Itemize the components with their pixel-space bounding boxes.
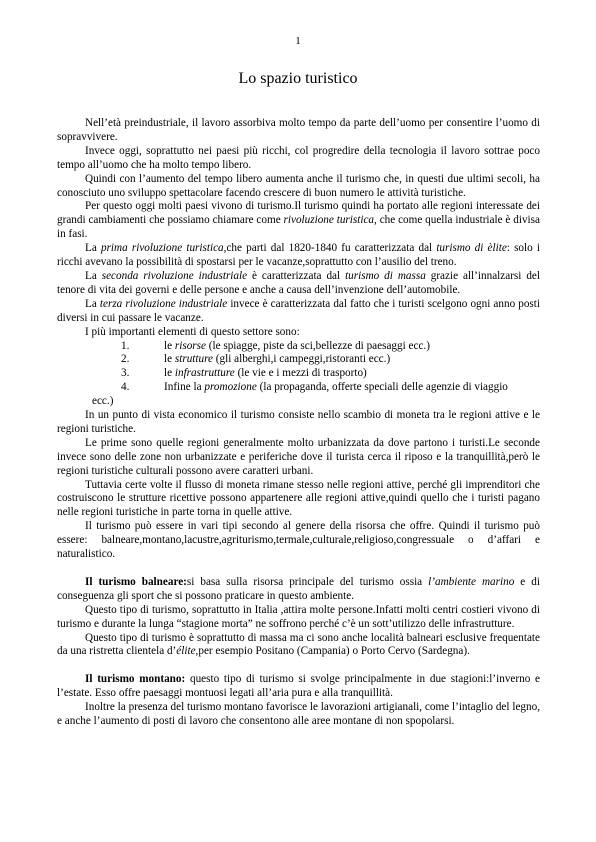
paragraph: La terza rivoluzione industriale invece è caratterizzata dal fatto che i turisti scelgono ogni anno posti diversi in cui passare le vacanze. [57, 297, 540, 324]
paragraph: Questo tipo di turismo è soprattutto di massa ma ci sono anche località balneari esclusive frequentate da una ristretta clientela d’élite,per esempio Positano (Campania) o Porto Cervo (Sardegna). [57, 631, 540, 658]
paragraph: La seconda rivoluzione industriale è caratterizzata dal turismo di massa grazie all’innalzarsi del tenore di vita dei governi e delle persone e anche a causa dell’invenzione dell’automobile. [57, 269, 540, 296]
document-body [57, 117, 540, 729]
section-paragraph: Il turismo balneare:si basa sulla risorsa principale del turismo ossia l’ambiente marino e di conseguenza gli sport che si possono praticare in questo ambiente. [57, 575, 540, 602]
page-number: 1 [295, 35, 301, 47]
list-item-continuation: ecc.) [92, 395, 114, 408]
list-item: 4. Infine la promozione (la propaganda, offerte speciali delle agenzie di viaggio [121, 381, 508, 394]
section-heading: Il turismo montano: [85, 673, 186, 686]
paragraph: I più importanti elementi di questo settore sono: [85, 325, 300, 338]
section-paragraph: Il turismo montano: questo tipo di turismo si svolge principalmente in due stagioni:l’inverno e l’estate. Esso offre paesaggi montuosi legati all’aria pura e alla tranquillità. [57, 673, 540, 700]
section-heading: Il turismo balneare: [85, 575, 187, 588]
paragraph: In un punto di vista economico il turismo consiste nello scambio di moneta tra le regioni attive e le regioni turistiche. [57, 409, 540, 435]
document-title: Lo spazio turistico [238, 70, 358, 87]
paragraph: Nell’età preindustriale, il lavoro assorbiva molto tempo da parte dell’uomo per consentire l’uomo di sopravvivere. [57, 117, 540, 143]
paragraph: La prima rivoluzione turistica,che parti dal 1820-1840 fu caratterizzata dal turismo di èlite: solo i ricchi avevano la possibilità di spostarsi per le vacanze,soprattutto con l’ausilio del treno. [57, 242, 540, 269]
paragraph: Inoltre la presenza del turismo montano favorisce le lavorazioni artigianali, come l’intaglio del legno, e anche l’aumento di posti di lavoro che consentono alle aree montane di non spopolarsi. [57, 701, 540, 727]
paragraph: Il turismo può essere in vari tipi secondo al genere della risorsa che offre. Quindi il turismo può essere: balneare,montano,lacustre,agriturismo,termale,culturale,religioso,congressuale o d’affari e naturalistico. [57, 520, 540, 561]
list-item: 3. le infrastrutture (le vie e i mezzi di trasporto) [121, 367, 367, 380]
paragraph: Invece oggi, soprattutto nei paesi più ricchi, col progredire della tecnologia il lavoro sottrae poco tempo all’uomo che ha molto tempo libero. [57, 144, 540, 171]
paragraph: Quindi con l’aumento del tempo libero aumenta anche il turismo che, in questi due ultimi secoli, ha conosciuto uno sviluppo spettacolare facendo crescere di buon numero le attività turistiche. [57, 172, 540, 199]
paragraph: Le prime sono quelle regioni generalmente molto urbanizzata da dove partono i turisti.Le seconde invece sono delle zone non urbanizzate e periferiche dove il turista cerca il riposo e la tranquillità,però le regioni turistiche culturali possono avere caratteri urbani. [57, 436, 540, 477]
paragraph: Questo tipo di turismo, soprattutto in Italia ,attira molte persone.Infatti molti centri costieri vivono di turismo e durante la lunga “stagione morta” ne soffrono perché c’è un sott’utilizzo delle infrastrutture. [57, 603, 540, 630]
paragraph: Per questo oggi molti paesi vivono di turismo.Il turismo quindi ha portato alle regioni interessate dei grandi cambiamenti che possiamo chiamare come rivoluzione turistica, che come quella industriale è divisa in fasi. [57, 200, 540, 241]
paragraph: Tuttavia certe volte il flusso di moneta rimane stesso nelle regioni attive, perché gli imprenditori che costruiscono le strutture ricettive possono appartenere alle regioni attive,quindi quello che i turisti pagano nelle regioni turistiche in parte torna in quelle attive. [57, 478, 540, 519]
list-item: 2. le strutture (gli alberghi,i campeggi,ristoranti ecc.) [121, 353, 391, 366]
list-item: 1. le risorse (le spiagge, piste da sci,bellezze di paesaggi ecc.) [121, 339, 430, 352]
